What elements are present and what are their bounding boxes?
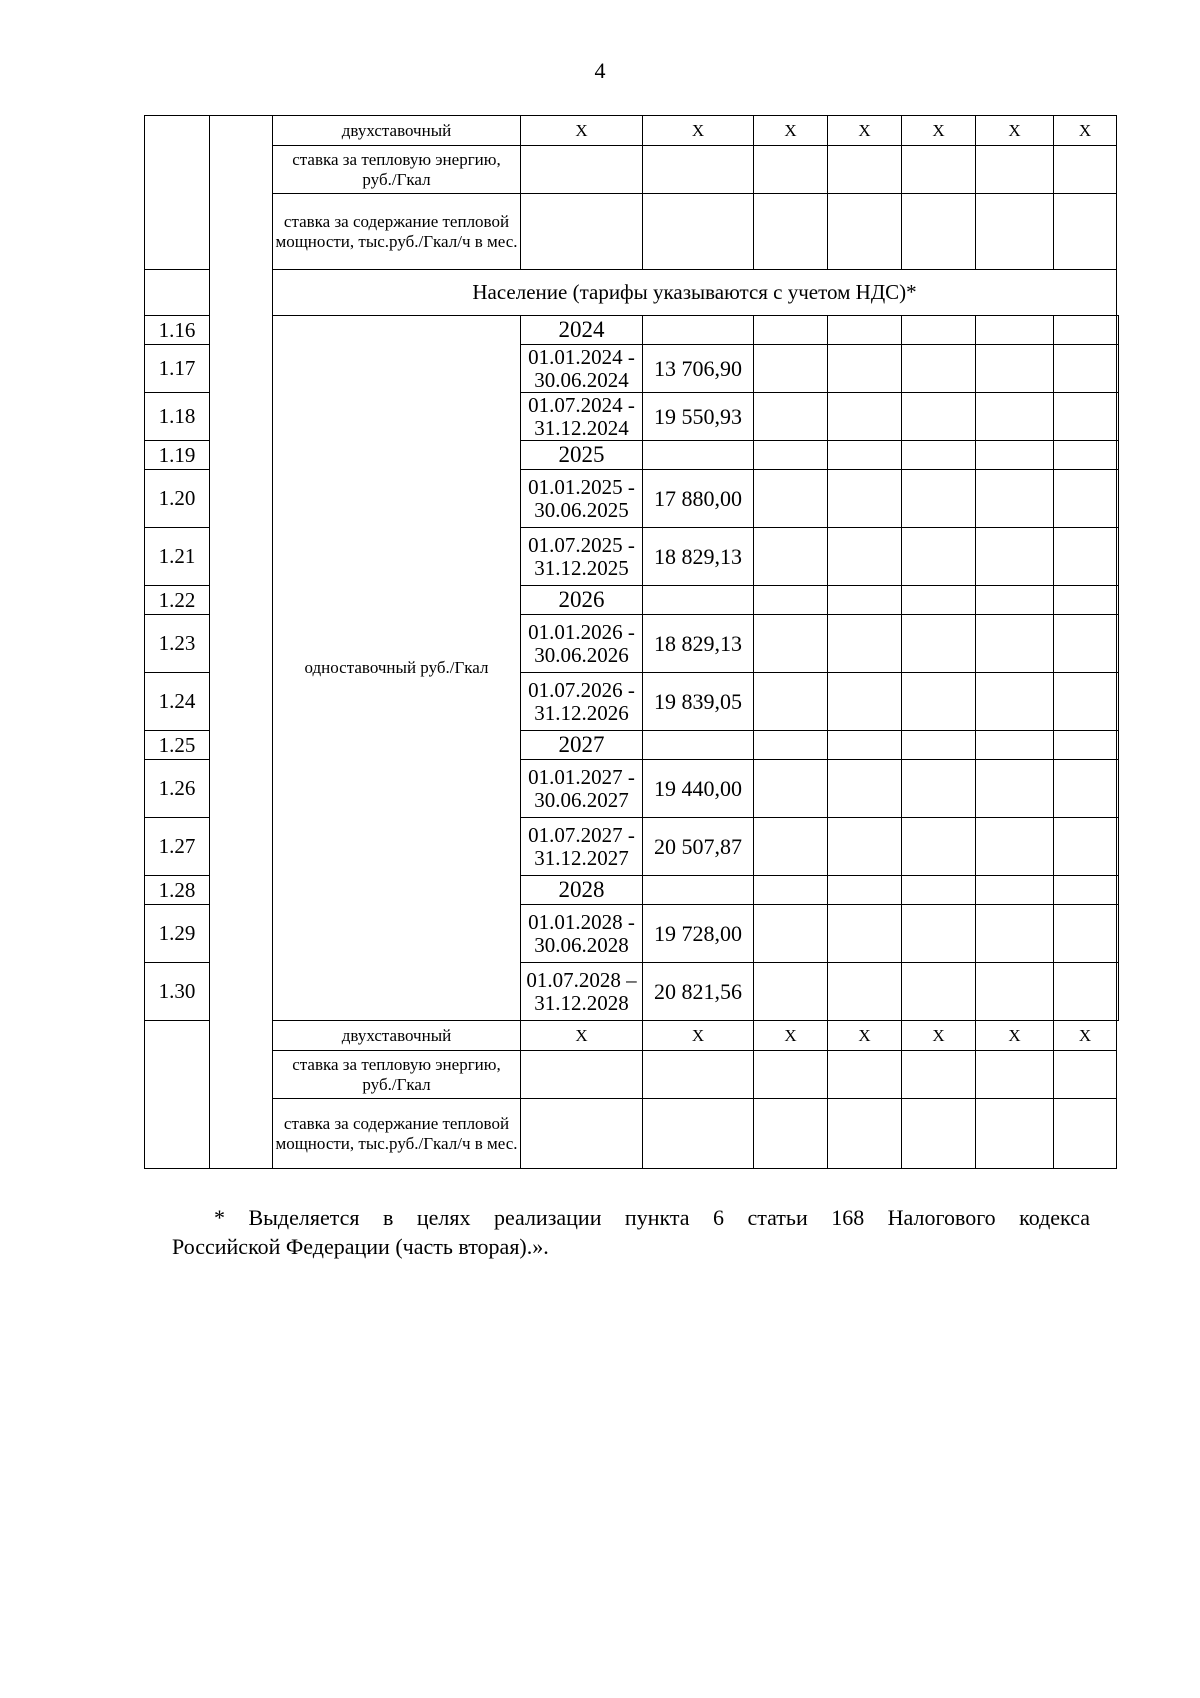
period-start: 01.07.2024 - — [528, 393, 635, 418]
year-label: 2028 — [521, 876, 643, 905]
empty-cell — [828, 963, 902, 1021]
population-header: Население (тарифы указываются с учетом НДС)* — [273, 270, 1117, 316]
empty-cell — [828, 470, 902, 528]
period-end: 31.12.2027 — [534, 845, 629, 870]
empty-cell — [828, 760, 902, 818]
page-number: 4 — [594, 58, 606, 83]
empty-cell — [1117, 586, 1119, 615]
row-number: 1.19 — [145, 441, 210, 470]
empty-cell — [976, 586, 1054, 615]
bottom-heat-rate-row — [145, 1051, 1119, 1099]
empty-cell — [976, 876, 1054, 905]
x-mark: X — [754, 1021, 828, 1051]
empty-cell — [1117, 673, 1119, 731]
bottom-two-part-row — [145, 1021, 1119, 1051]
bottom-heat-rate-label: ставка за тепловую энергию, руб./Гкал — [273, 1051, 521, 1099]
empty-cell — [976, 194, 1054, 270]
empty-cell — [643, 441, 754, 470]
top-heat-rate-label: ставка за тепловую энергию, руб./Гкал — [273, 146, 521, 194]
empty-cell — [902, 818, 976, 876]
empty-cell — [976, 760, 1054, 818]
row-number: 1.23 — [145, 615, 210, 673]
row-number: 1.30 — [145, 963, 210, 1021]
empty-cell — [1054, 393, 1117, 441]
empty-cell — [976, 441, 1054, 470]
empty-cell — [902, 345, 976, 393]
empty-cell — [1117, 876, 1119, 905]
empty-cell — [976, 905, 1054, 963]
empty-cell — [643, 146, 754, 194]
empty-cell — [1054, 194, 1117, 270]
tariff-table — [144, 115, 1119, 1169]
empty-cell — [902, 963, 976, 1021]
period-start: 01.01.2025 - — [528, 475, 635, 500]
empty-cell — [643, 586, 754, 615]
empty-cell — [1117, 393, 1119, 441]
period-dates — [521, 673, 643, 731]
row-number: 1.20 — [145, 470, 210, 528]
tariff-value: 19 440,00 — [643, 760, 754, 818]
empty-cell — [754, 673, 828, 731]
empty-cell — [1054, 818, 1117, 876]
x-mark: X — [828, 1021, 902, 1051]
empty-cell — [828, 194, 902, 270]
empty-cell — [976, 470, 1054, 528]
empty-cell — [1117, 528, 1119, 586]
top-heat-rate-row — [145, 146, 1119, 194]
empty-cell — [1117, 470, 1119, 528]
empty-cell — [976, 615, 1054, 673]
empty-cell — [1054, 146, 1117, 194]
period-dates — [521, 393, 643, 441]
tariff-value: 18 829,13 — [643, 615, 754, 673]
period-dates — [521, 963, 643, 1021]
period-dates — [521, 905, 643, 963]
empty-cell — [976, 393, 1054, 441]
bottom-capacity-rate-label: ставка за содержание тепловой мощности, тыс.руб./Гкал/ч в мес. — [273, 1099, 521, 1169]
x-mark: X — [643, 116, 754, 146]
empty-cell — [902, 1099, 976, 1169]
empty-cell — [902, 441, 976, 470]
row-number: 1.16 — [145, 316, 210, 345]
bottom-two-part-label: двухставочный — [273, 1021, 521, 1051]
footnote-line-2: Российской Федерации (часть вторая).». — [172, 1233, 549, 1259]
year-label: 2026 — [521, 586, 643, 615]
x-mark: X — [976, 116, 1054, 146]
empty-cell — [902, 905, 976, 963]
empty-cell — [902, 615, 976, 673]
empty-cell — [902, 316, 976, 345]
top-capacity-rate-label: ставка за содержание тепловой мощности, тыс.руб./Гкал/ч в мес. — [273, 194, 521, 270]
period-start: 01.07.2026 - — [528, 678, 635, 703]
period-start: 01.07.2028 – — [526, 968, 637, 993]
empty-cell — [1054, 615, 1117, 673]
tariff-value: 19 839,05 — [643, 673, 754, 731]
empty-cell — [754, 1051, 828, 1099]
empty-cell — [1054, 528, 1117, 586]
row-number: 1.18 — [145, 393, 210, 441]
empty-cell — [828, 146, 902, 194]
period-end: 30.06.2024 — [534, 367, 629, 392]
tariff-value: 19 728,00 — [643, 905, 754, 963]
tariff-value: 17 880,00 — [643, 470, 754, 528]
empty-cell — [976, 1051, 1054, 1099]
empty-cell — [828, 876, 902, 905]
row-number: 1.25 — [145, 731, 210, 760]
tariff-value: 13 706,90 — [643, 345, 754, 393]
empty-cell — [902, 528, 976, 586]
empty-cell — [1117, 615, 1119, 673]
empty-cell — [643, 194, 754, 270]
top-two-part-row — [145, 116, 1119, 146]
row-number: 1.17 — [145, 345, 210, 393]
x-mark: X — [976, 1021, 1054, 1051]
tariff-value: 20 821,56 — [643, 963, 754, 1021]
top-two-part-label: двухставочный — [273, 116, 521, 146]
year-row — [145, 316, 1119, 345]
empty-cell — [754, 818, 828, 876]
empty-cell — [1117, 818, 1119, 876]
empty-cell — [976, 345, 1054, 393]
empty-cell — [1054, 673, 1117, 731]
period-start: 01.07.2027 - — [528, 823, 635, 848]
empty-cell — [1054, 963, 1117, 1021]
empty-cell — [643, 731, 754, 760]
empty-cell — [976, 673, 1054, 731]
empty-cell — [828, 673, 902, 731]
row-number: 1.24 — [145, 673, 210, 731]
empty-cell — [828, 615, 902, 673]
period-start: 01.01.2026 - — [528, 620, 635, 645]
year-label: 2024 — [521, 316, 643, 345]
empty-cell — [828, 586, 902, 615]
one-part-label: одноставочный руб./Гкал — [273, 316, 521, 1021]
x-mark: X — [1054, 116, 1117, 146]
empty-cell — [828, 905, 902, 963]
period-start: 01.01.2024 - — [528, 345, 635, 370]
empty-cell — [754, 146, 828, 194]
empty-cell — [1054, 1099, 1117, 1169]
empty-cell — [754, 393, 828, 441]
top-blank-group-cell — [210, 116, 273, 1169]
empty-cell — [976, 963, 1054, 1021]
x-mark: X — [902, 1021, 976, 1051]
top-blank-num-cell — [145, 116, 210, 270]
empty-cell — [1054, 876, 1117, 905]
x-mark: X — [521, 116, 643, 146]
period-start: 01.01.2028 - — [528, 910, 635, 935]
period-dates — [521, 615, 643, 673]
empty-cell — [1054, 586, 1117, 615]
empty-cell — [828, 441, 902, 470]
empty-cell — [976, 146, 1054, 194]
period-dates — [521, 818, 643, 876]
period-start: 01.01.2027 - — [528, 765, 635, 790]
empty-cell — [754, 316, 828, 345]
empty-cell — [1054, 441, 1117, 470]
period-end: 31.12.2028 — [534, 990, 629, 1015]
empty-cell — [902, 586, 976, 615]
empty-cell — [1054, 316, 1117, 345]
tariff-value: 18 829,13 — [643, 528, 754, 586]
empty-cell — [754, 760, 828, 818]
empty-cell — [902, 876, 976, 905]
empty-cell — [754, 470, 828, 528]
empty-cell — [754, 905, 828, 963]
period-dates — [521, 345, 643, 393]
empty-cell — [1117, 963, 1119, 1021]
empty-cell — [902, 1051, 976, 1099]
population-header-row — [145, 270, 1119, 316]
row-number: 1.21 — [145, 528, 210, 586]
empty-cell — [976, 316, 1054, 345]
empty-cell — [1054, 905, 1117, 963]
empty-cell — [643, 1099, 754, 1169]
empty-cell — [976, 1099, 1054, 1169]
period-end: 31.12.2026 — [534, 700, 629, 725]
empty-cell — [754, 345, 828, 393]
empty-cell — [828, 345, 902, 393]
year-label: 2027 — [521, 731, 643, 760]
x-mark: X — [643, 1021, 754, 1051]
row-number: 1.28 — [145, 876, 210, 905]
empty-cell — [521, 146, 643, 194]
period-end: 30.06.2028 — [534, 932, 629, 957]
tariff-value: 19 550,93 — [643, 393, 754, 441]
empty-cell — [1054, 345, 1117, 393]
empty-cell — [1117, 905, 1119, 963]
x-mark: X — [521, 1021, 643, 1051]
empty-cell — [902, 393, 976, 441]
empty-cell — [1054, 470, 1117, 528]
empty-cell — [902, 760, 976, 818]
empty-cell — [754, 194, 828, 270]
empty-cell — [902, 194, 976, 270]
row-number: 1.26 — [145, 760, 210, 818]
period-end: 30.06.2027 — [534, 787, 629, 812]
period-start: 01.07.2025 - — [528, 533, 635, 558]
empty-cell — [902, 731, 976, 760]
empty-cell — [754, 528, 828, 586]
population-blank-num-cell — [145, 270, 210, 316]
empty-cell — [754, 441, 828, 470]
empty-cell — [754, 731, 828, 760]
period-dates — [521, 528, 643, 586]
footnote-line-1: * Выделяется в целях реализации пункта 6 статьи 168 Налогового кодекса — [214, 1205, 1090, 1230]
period-dates — [521, 760, 643, 818]
empty-cell — [1117, 345, 1119, 393]
empty-cell — [828, 393, 902, 441]
period-end: 31.12.2025 — [534, 555, 629, 580]
empty-cell — [976, 731, 1054, 760]
year-label: 2025 — [521, 441, 643, 470]
empty-cell — [828, 1099, 902, 1169]
empty-cell — [976, 528, 1054, 586]
empty-cell — [828, 731, 902, 760]
empty-cell — [902, 146, 976, 194]
row-number: 1.27 — [145, 818, 210, 876]
x-mark: X — [828, 116, 902, 146]
empty-cell — [754, 1099, 828, 1169]
empty-cell — [754, 615, 828, 673]
tariff-value: 20 507,87 — [643, 818, 754, 876]
period-end: 30.06.2026 — [534, 642, 629, 667]
empty-cell — [643, 1051, 754, 1099]
empty-cell — [1054, 760, 1117, 818]
x-mark: X — [902, 116, 976, 146]
row-number: 1.22 — [145, 586, 210, 615]
empty-cell — [643, 876, 754, 905]
empty-cell — [521, 194, 643, 270]
empty-cell — [754, 876, 828, 905]
x-mark: X — [754, 116, 828, 146]
period-dates — [521, 470, 643, 528]
top-capacity-rate-row — [145, 194, 1119, 270]
empty-cell — [754, 963, 828, 1021]
empty-cell — [976, 818, 1054, 876]
empty-cell — [1117, 441, 1119, 470]
empty-cell — [1054, 1051, 1117, 1099]
empty-cell — [1117, 760, 1119, 818]
empty-cell — [521, 1051, 643, 1099]
period-end: 31.12.2024 — [534, 415, 629, 440]
empty-cell — [828, 528, 902, 586]
empty-cell — [828, 818, 902, 876]
empty-cell — [1054, 731, 1117, 760]
empty-cell — [754, 586, 828, 615]
bottom-capacity-rate-row — [145, 1099, 1119, 1169]
empty-cell — [521, 1099, 643, 1169]
bottom-blank-num-cell — [145, 1021, 210, 1169]
empty-cell — [828, 1051, 902, 1099]
empty-cell — [902, 470, 976, 528]
row-number: 1.29 — [145, 905, 210, 963]
empty-cell — [1117, 316, 1119, 345]
period-end: 30.06.2025 — [534, 497, 629, 522]
footnote — [172, 1204, 1090, 1261]
empty-cell — [828, 316, 902, 345]
empty-cell — [1117, 731, 1119, 760]
empty-cell — [643, 316, 754, 345]
x-mark: X — [1054, 1021, 1117, 1051]
empty-cell — [902, 673, 976, 731]
